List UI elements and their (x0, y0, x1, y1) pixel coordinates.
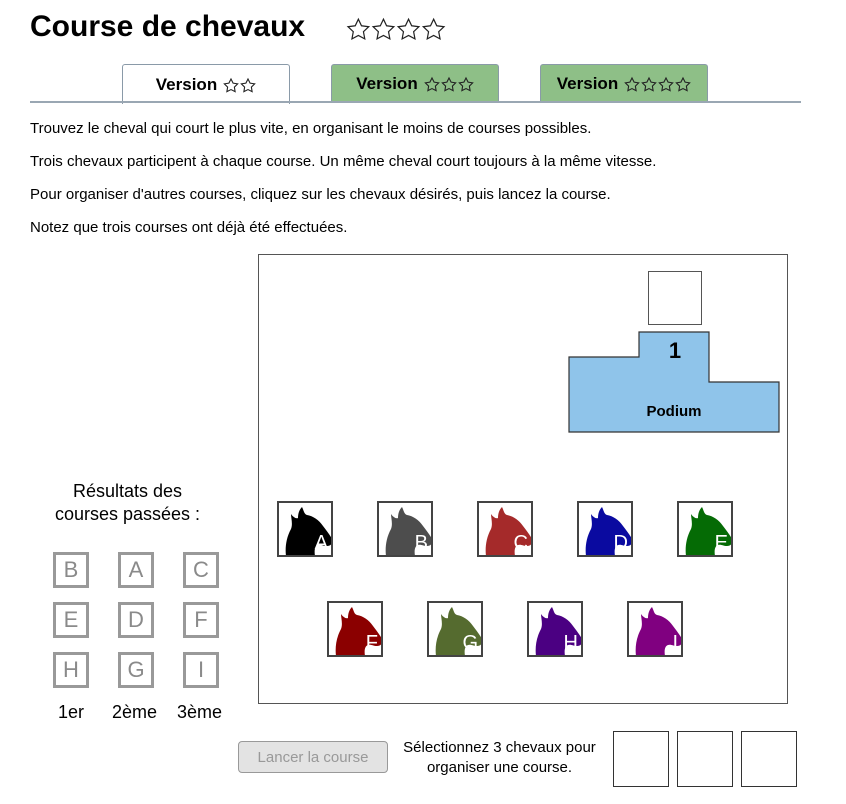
results-title (40, 480, 215, 526)
star-icon (677, 78, 690, 91)
horse-e-button[interactable] (677, 501, 733, 557)
race-slot[interactable] (613, 731, 669, 787)
launch-race-button[interactable]: Lancer la course (238, 741, 388, 773)
horse-c-button[interactable] (477, 501, 533, 557)
select-hint-line: organiser une course. (426, 759, 573, 776)
rank-label: 2ème (112, 702, 158, 722)
result-cell: D (118, 602, 154, 638)
select-hint (392, 738, 607, 778)
horse-g-button[interactable] (427, 601, 483, 657)
star-icon (348, 19, 369, 39)
horse-i-button[interactable] (627, 601, 683, 657)
horse-letter: F (365, 632, 378, 654)
star-icon (442, 78, 455, 91)
horse-letter: A (314, 532, 328, 554)
result-cell: H (53, 652, 89, 688)
star-rating-icon (424, 76, 474, 92)
results-title-line: courses passées : (54, 504, 201, 524)
instruction-text: Trouvez le cheval qui court le plus vite, en organisant le moins de courses possibles. (30, 120, 592, 137)
tab-label: Version (155, 74, 218, 94)
select-hint-line: Sélectionnez 3 chevaux pour (403, 739, 596, 756)
rank-label: 1er (58, 702, 85, 722)
result-cell: B (53, 552, 89, 588)
horse-b-button[interactable] (377, 501, 433, 557)
horse-f-button[interactable] (327, 601, 383, 657)
horse-letter: C (513, 532, 528, 554)
star-rating-icon (223, 77, 256, 93)
star-icon (459, 78, 472, 91)
horse-h-button[interactable] (527, 601, 583, 657)
horse-letter: B (414, 532, 428, 554)
results-title-line: Résultats des (72, 481, 183, 501)
race-slot[interactable] (741, 731, 797, 787)
tab-version-3-stars[interactable] (331, 64, 499, 102)
tab-version-2-stars[interactable] (122, 64, 290, 104)
result-cell: A (118, 552, 154, 588)
race-slot[interactable] (677, 731, 733, 787)
star-rating-icon (624, 76, 691, 92)
horse-letter: H (563, 632, 578, 654)
page-title: Course de chevaux (30, 10, 306, 43)
podium-label: Podium (646, 403, 702, 420)
tab-label: Version (356, 73, 418, 93)
podium-position: 1 (668, 338, 682, 363)
result-cell: F (183, 602, 219, 638)
horse-letter: I (672, 632, 678, 654)
horse-d-button[interactable] (577, 501, 633, 557)
instruction-text: Notez que trois courses ont déjà été effectuées. (30, 219, 348, 236)
star-icon (423, 19, 444, 39)
horse-letter: D (613, 532, 628, 554)
instruction-text: Pour organiser d'autres courses, cliquez sur les chevaux désirés, puis lancez la course. (30, 186, 611, 203)
star-icon (373, 19, 394, 39)
difficulty-stars-icon (346, 17, 446, 41)
horse-letter: G (462, 632, 478, 654)
horse-a-button[interactable] (277, 501, 333, 557)
result-cell: C (183, 552, 219, 588)
result-cell: I (183, 652, 219, 688)
tab-label: Version (556, 73, 619, 93)
result-cell: G (118, 652, 154, 688)
star-icon (626, 78, 639, 91)
star-icon (643, 78, 656, 91)
tab-divider (30, 101, 801, 103)
horse-letter: E (714, 532, 728, 554)
star-icon (242, 79, 255, 92)
result-cell: E (53, 602, 89, 638)
podium-winner-slot (648, 271, 702, 325)
rank-label: 3ème (177, 702, 223, 722)
tab-version-4-stars[interactable] (540, 64, 708, 102)
star-icon (398, 19, 419, 39)
instruction-text: Trois chevaux participent à chaque course. Un même cheval court toujours à la même vitesse. (30, 153, 657, 170)
star-icon (660, 78, 673, 91)
star-icon (425, 78, 438, 91)
star-icon (225, 79, 238, 92)
